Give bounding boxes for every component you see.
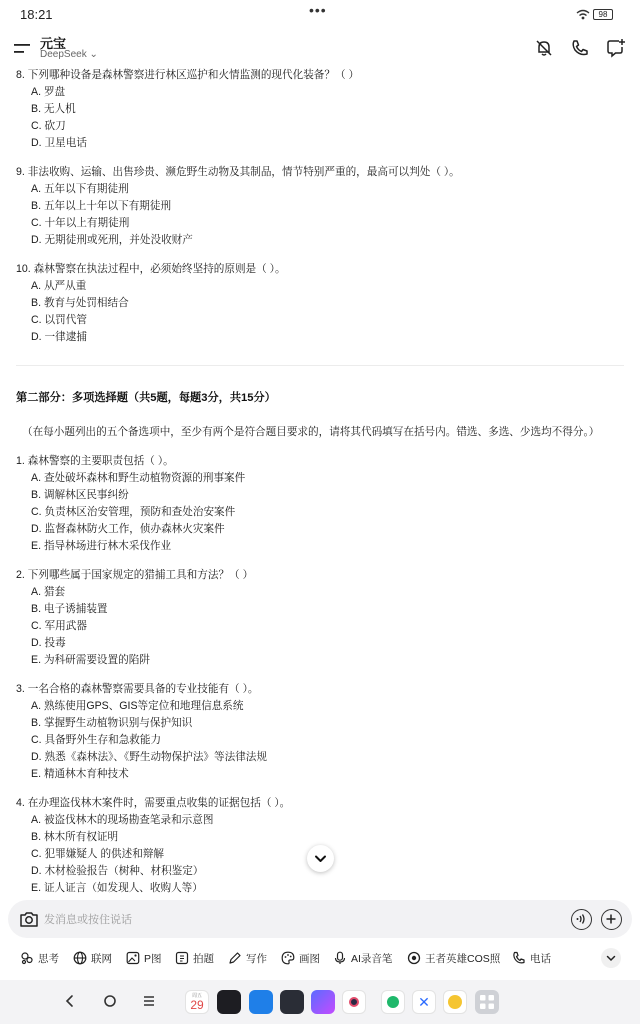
message-input[interactable]: 发消息或按住说话 (44, 914, 132, 926)
tool-label: 联网 (91, 953, 112, 965)
tool-p-image[interactable] (126, 950, 166, 966)
option: C. 犯罪嫌疑人 的供述和辩解 (31, 848, 165, 860)
option: D. 一律逮捕 (31, 331, 87, 343)
new-chat-icon[interactable] (605, 37, 627, 59)
option: B. 教育与处罚相结合 (31, 297, 129, 309)
app-drawer-icon[interactable] (475, 990, 499, 1014)
home-icon[interactable] (101, 992, 119, 1010)
option: E. 证人证言（如发现人、收购人等） (31, 882, 203, 893)
chat-message-content (0, 64, 640, 893)
recorder-app-icon[interactable] (280, 990, 304, 1014)
phone-icon (512, 951, 526, 965)
grid-icon (475, 990, 499, 1014)
multi-question-4: 4. 在办理盗伐林木案件时，需要重点收集的证据包括（ ）。 (16, 797, 291, 809)
option: B. 调解林区民事纠纷 (31, 489, 129, 501)
system-dock (0, 980, 640, 1024)
phone-call-icon[interactable] (569, 37, 591, 59)
clock-app-icon[interactable] (217, 990, 241, 1014)
app-title: 元宝 (40, 36, 67, 51)
option: A. 查处破坏森林和野生动植物资源的刑事案件 (31, 472, 246, 484)
battery-icon: 98 (593, 9, 613, 20)
tool-label: 思考 (38, 953, 59, 965)
gallery-app-icon[interactable] (311, 990, 335, 1014)
question-9: 9. 非法收购、运输、出售珍贵、濒危野生动物及其制品，情节特别严重的，最高可以判处（ ）。 (16, 166, 460, 178)
option: B. 林木所有权证明 (31, 831, 119, 843)
option: A. 猎套 (31, 586, 66, 598)
think-icon (20, 951, 34, 965)
option: A. 熟练使用GPS、GIS等定位和地理信息系统 (31, 700, 244, 712)
x-logo-icon: ✕ (418, 994, 430, 1010)
image-edit-icon (126, 951, 140, 965)
tool-label: 写作 (246, 953, 267, 965)
palette-icon (281, 951, 295, 965)
tool-king-hero-cos[interactable] (407, 950, 499, 966)
multi-question-3: 3. 一名合格的森林警察需要具备的专业技能有（ ）。 (16, 683, 259, 695)
question-8: 8. 下列哪种设备是森林警察进行林区巡护和火情监测的现代化装备？（ ） (16, 69, 360, 81)
add-attachment-button[interactable] (601, 909, 622, 930)
section-divider (16, 365, 624, 366)
option: E. 为科研需要设置的陷阱 (31, 654, 150, 666)
chevron-down-icon (307, 845, 334, 872)
tool-scan-question[interactable] (175, 950, 219, 966)
option: A. 五年以下有期徒刑 (31, 183, 129, 195)
tool-draw[interactable] (281, 950, 325, 966)
scroll-to-bottom-button[interactable] (307, 845, 334, 872)
multitask-dots-icon[interactable]: ••• (309, 2, 327, 18)
option: C. 军用武器 (31, 620, 87, 632)
back-icon[interactable] (61, 992, 79, 1010)
tool-label: 拍题 (193, 953, 214, 965)
message-input-bar[interactable] (8, 900, 632, 938)
chat-header (0, 30, 640, 66)
option: D. 木材检验报告（树种、材积鉴定） (31, 865, 204, 877)
plus-icon (602, 910, 620, 928)
option: E. 指导林场进行林木采伐作业 (31, 540, 172, 552)
option: C. 砍刀 (31, 120, 66, 132)
option: C. 具备野外生存和急救能力 (31, 734, 162, 746)
section-title: 第二部分：多项选择题（共5题，每题3分，共15分） (16, 392, 276, 404)
camera-lens-icon (349, 997, 359, 1007)
tool-label: 电话 (530, 953, 551, 965)
tool-ai-recorder[interactable] (333, 950, 395, 966)
calendar-weekday: 周五 (191, 993, 202, 999)
tool-label: P图 (144, 953, 162, 965)
option: C. 以罚代管 (31, 314, 87, 326)
section-note: （在每小题列出的五个备选项中，至少有两个是符合题目要求的，请将其代码填写在括号内。错选、多选、少选均不得分。） (22, 426, 600, 438)
question-10: 10. 森林警察在执法过程中，必须始终坚持的原则是（ ）。 (16, 263, 286, 275)
camera-app-icon[interactable] (342, 990, 366, 1014)
voice-input-button[interactable] (571, 909, 592, 930)
status-bar (0, 0, 640, 28)
option: A. 从严从重 (31, 280, 87, 292)
multi-question-1: 1. 森林警察的主要职责包括（ ）。 (16, 455, 174, 467)
option: C. 十年以上有期徒刑 (31, 217, 130, 229)
menu-icon[interactable] (14, 42, 30, 56)
yuanbao-logo-icon (387, 996, 399, 1008)
mascot-app-icon[interactable] (443, 990, 467, 1014)
globe-icon (73, 951, 87, 965)
tool-label: AI录音笔 (351, 953, 393, 965)
option: D. 熟悉《森林法》、《野生动物保护法》等法律法规 (31, 751, 267, 763)
yuanbao-app-icon[interactable] (381, 990, 405, 1014)
tool-label: 王者英雄COS照 (425, 953, 501, 965)
status-time: 18:21 (20, 7, 53, 22)
mute-icon[interactable] (533, 37, 555, 59)
pen-icon (228, 951, 242, 965)
tool-write[interactable] (228, 950, 272, 966)
option: B. 掌握野生动植物识别与保护知识 (31, 717, 193, 729)
option: A. 被盗伐林木的现场勘查笔录和示意图 (31, 814, 214, 826)
calendar-day: 29 (190, 998, 204, 1012)
option: D. 监督森林防火工作，侦办森林火灾案件 (31, 523, 225, 535)
recents-icon[interactable] (140, 992, 158, 1010)
tools-expand-button[interactable] (601, 948, 621, 968)
option: B. 五年以上十年以下有期徒刑 (31, 200, 172, 212)
option: A. 罗盘 (31, 86, 66, 98)
tools-row (0, 944, 640, 970)
browser-app-icon[interactable] (249, 990, 273, 1014)
recorder-icon (333, 951, 347, 965)
model-selector[interactable]: DeepSeek ⌄ (40, 49, 98, 60)
option: D. 无期徒刑或死刑，并处没收财产 (31, 234, 193, 246)
tool-phone[interactable] (512, 950, 556, 966)
scan-question-icon (175, 951, 189, 965)
camera-icon[interactable] (19, 910, 39, 928)
calendar-app-icon[interactable] (185, 990, 209, 1014)
tool-label: 画图 (299, 953, 320, 965)
option: B. 无人机 (31, 103, 76, 115)
mascot-face-icon (448, 995, 462, 1009)
voice-wave-icon (572, 910, 590, 928)
multi-question-2: 2. 下列哪些属于国家规定的猎捕工具和方法？（ ） (16, 569, 254, 581)
option: D. 投毒 (31, 637, 66, 649)
option: E. 精通林木育种技术 (31, 768, 129, 780)
wifi-icon (576, 9, 590, 20)
chevron-down-icon (601, 948, 621, 968)
tool-web[interactable] (73, 950, 117, 966)
option: B. 电子诱捕装置 (31, 603, 108, 615)
option: C. 负责林区治安管理，预防和查处治安案件 (31, 506, 236, 518)
tool-think[interactable] (20, 950, 64, 966)
x-app-icon[interactable] (412, 990, 436, 1014)
option: D. 卫星电话 (31, 137, 87, 149)
game-photo-icon (407, 951, 421, 965)
